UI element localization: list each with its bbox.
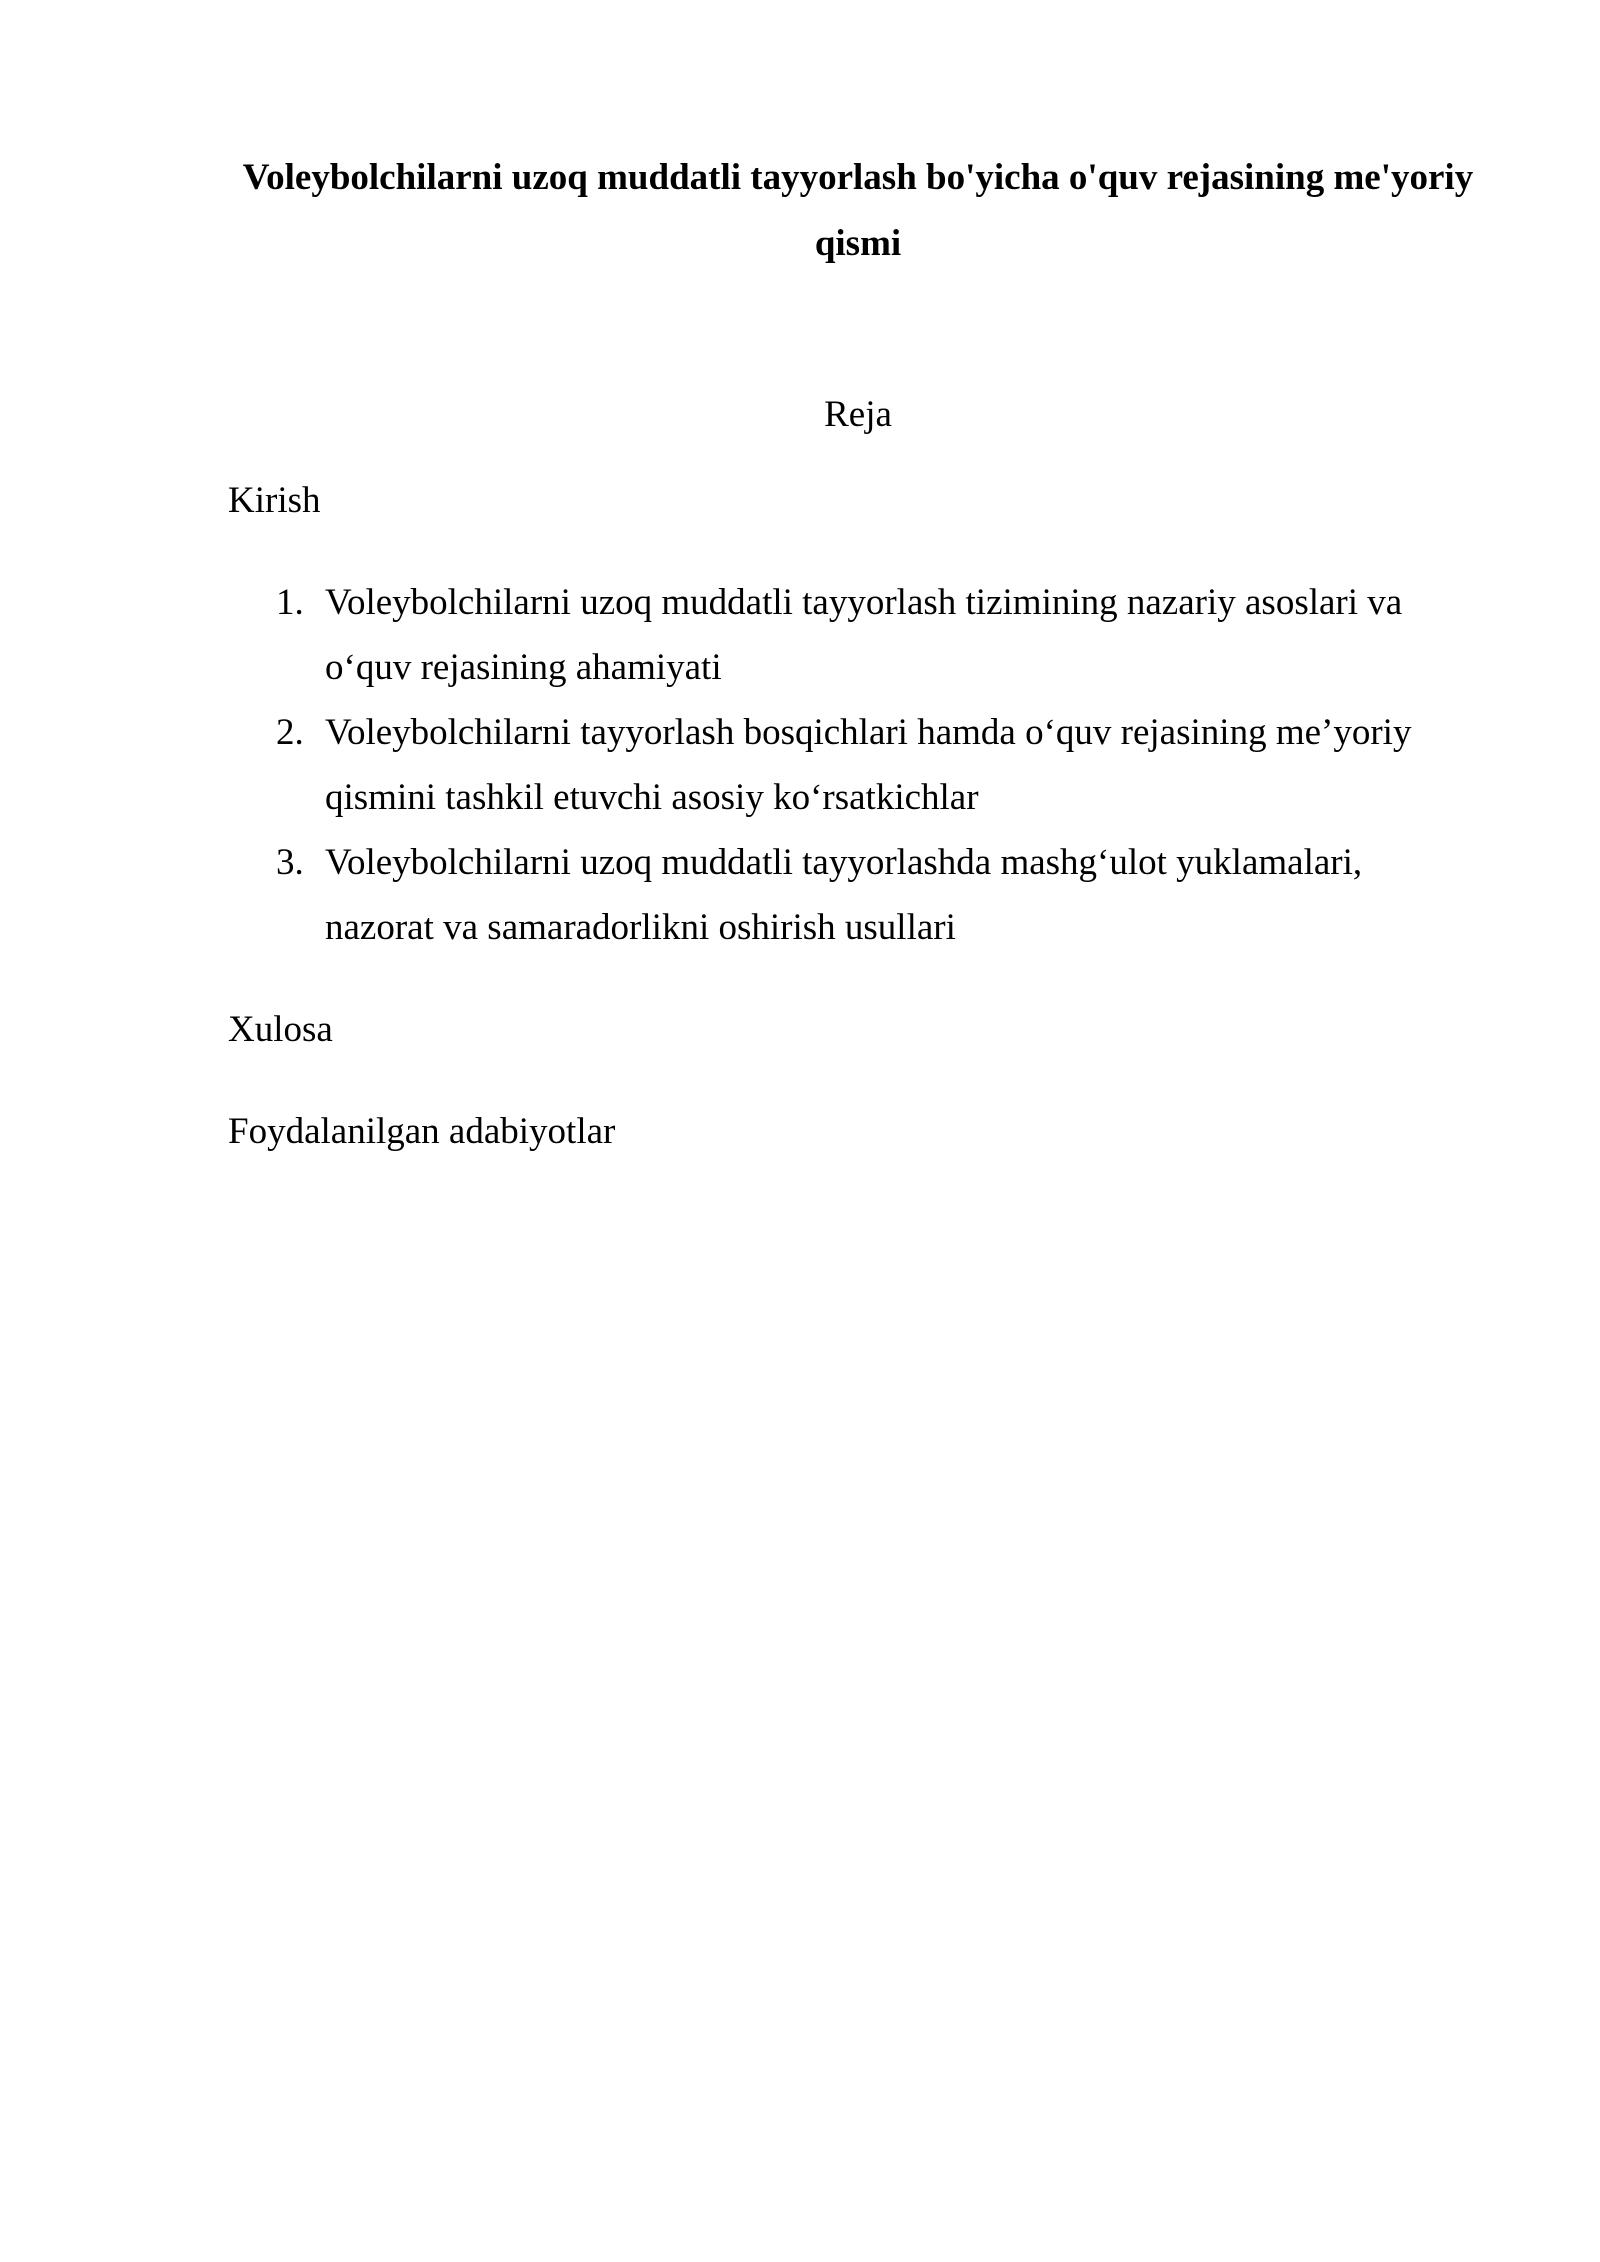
plan-item-number: 2. xyxy=(276,712,304,753)
plan-item-number: 3. xyxy=(276,842,304,883)
plan-item-text: Voleybolchilarni uzoq muddatli tayyorlash tizimining nazariy asoslari va o‘quv rejasining ahamiyati xyxy=(325,582,1403,688)
plan-item-text: Voleybolchilarni tayyorlash bosqichlari hamda o‘quv rejasining me’yoriy qismini tashkil etuvchi asosiy ko‘rsatkichlar xyxy=(325,712,1412,818)
conclusion-heading: Xulosa xyxy=(228,1009,333,1050)
plan-heading: Reja xyxy=(824,394,892,435)
references-heading: Foydalanilgan adabiyotlar xyxy=(228,1111,616,1152)
plan-item-number: 1. xyxy=(276,582,304,623)
intro-heading: Kirish xyxy=(228,480,321,521)
plan-item-text: Voleybolchilarni uzoq muddatli tayyorlashda mashg‘ulot yuklamalari, nazorat va samaradorlikni oshirish usullari xyxy=(325,842,1363,948)
plan-item-2 xyxy=(228,700,1468,830)
plan-list xyxy=(228,570,1468,960)
document-title: Voleybolchilarni uzoq muddatli tayyorlash bo'yicha o'quv rejasining me'yoriy qismi xyxy=(242,157,1474,264)
plan-item-3 xyxy=(228,830,1468,960)
plan-item-1 xyxy=(228,570,1468,700)
